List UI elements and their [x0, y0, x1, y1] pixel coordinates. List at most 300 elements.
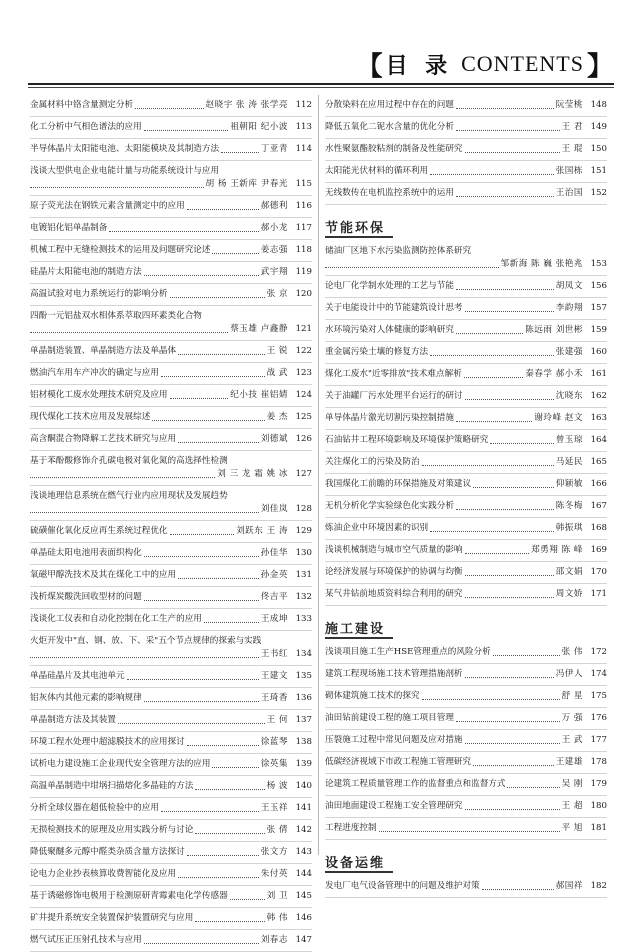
contents-list-energy: [325, 241, 607, 606]
section-title-energy: 节能环保: [325, 217, 393, 238]
entry-author: 朱付英: [260, 869, 288, 879]
entry-page: 131: [295, 570, 312, 580]
entry-title: 降低五氧化二铌水含量的优化分析: [325, 122, 454, 132]
entry-author: 战 武: [266, 368, 288, 378]
entry-title: 四酚一元铝盐双水相体系萃取四环素类化合物: [30, 311, 202, 321]
dot-leader: [422, 699, 560, 700]
column-divider: [318, 95, 319, 855]
entry-author: 刘 卫: [266, 891, 288, 901]
contents-entry[interactable]: [30, 864, 312, 886]
entry-title: 油田地面建设工程施工安全管理研究: [325, 801, 463, 811]
entry-page: 118: [295, 245, 312, 255]
entry-author: 孙佳华: [260, 548, 288, 558]
entry-byline: [30, 648, 312, 661]
entry-title: 试析电力建设施工企业现代安全管理方法的应用: [30, 759, 211, 769]
dot-leader: [170, 398, 229, 399]
entry-page: 157: [590, 303, 607, 313]
entry-title: 论电厂化学制水处理的工艺与节能: [325, 281, 454, 291]
entry-page: 171: [590, 589, 607, 599]
entry-title: 论电力企业抄表核算收费智能化及应用: [30, 869, 177, 879]
contents-entry[interactable]: [325, 496, 607, 518]
entry-title: 环境工程水处理中超滤膜技术的应用探讨: [30, 737, 185, 747]
entry-title: 油田钻前建设工程的施工项目管理: [325, 713, 454, 723]
entry-author: 张建强: [555, 347, 583, 357]
section-heading-construction: [325, 616, 607, 640]
contents-entry[interactable]: [325, 183, 607, 205]
contents-list-construction: [325, 642, 607, 840]
entry-page: 150: [590, 144, 607, 154]
entry-page: 164: [590, 435, 607, 445]
contents-entry[interactable]: [30, 798, 312, 820]
entry-title: 石油钻井工程环境影响及环境保护策略研究: [325, 435, 489, 445]
contents-entry[interactable]: [325, 686, 607, 708]
contents-entry[interactable]: [325, 95, 607, 117]
entry-author: 纪小技 崔铝婧: [230, 390, 288, 400]
dot-leader: [170, 534, 235, 535]
entry-page: 165: [590, 457, 607, 467]
contents-entry[interactable]: [325, 876, 607, 898]
entry-author: 祖朝阳 纪小波: [230, 122, 288, 132]
entry-author: 张 伟: [561, 647, 583, 657]
contents-entry[interactable]: [30, 95, 312, 117]
section-heading-equipment: [325, 850, 607, 874]
dot-leader: [212, 253, 258, 254]
contents-entry[interactable]: [30, 609, 312, 631]
entry-title: 氧磁甲醇洗技术及其在煤化工中的应用: [30, 570, 177, 580]
entry-page: 182: [590, 881, 607, 891]
entry-title: 化工分析中气相色谱法的应用: [30, 122, 142, 132]
dot-leader: [493, 655, 560, 656]
entry-author: 舒 星: [561, 691, 583, 701]
entry-page: 127: [295, 469, 312, 479]
dot-leader: [109, 231, 258, 232]
entry-page: 148: [590, 100, 607, 110]
title-english: CONTENTS: [461, 51, 584, 76]
dot-leader: [379, 831, 560, 832]
dot-leader: [430, 531, 554, 532]
entry-page: 141: [295, 803, 312, 813]
dot-leader: [195, 833, 264, 834]
entry-byline: [30, 323, 312, 336]
contents-entry[interactable]: [30, 521, 312, 543]
entry-page: 112: [295, 100, 312, 110]
entry-page: 116: [295, 201, 312, 211]
dot-leader: [204, 622, 259, 623]
entry-author: 陈冬梅: [555, 501, 583, 511]
entry-author: 王书红: [260, 649, 288, 659]
contents-title: [354, 50, 616, 81]
dot-leader: [456, 108, 554, 109]
entry-title: 单晶硅晶片及其电池单元: [30, 671, 125, 681]
contents-entry[interactable]: [30, 306, 312, 341]
contents-entry[interactable]: [325, 342, 607, 364]
dot-leader: [490, 443, 553, 444]
contents-entry[interactable]: [30, 161, 312, 196]
entry-page: 134: [295, 649, 312, 659]
entry-author: 马延民: [555, 457, 583, 467]
entry-title: 单导体晶片激光切割污染控制措施: [325, 413, 454, 423]
entry-author: 王玉祥: [260, 803, 288, 813]
entry-author: 邵文娟: [555, 567, 583, 577]
entry-page: 162: [590, 391, 607, 401]
contents-entry[interactable]: [325, 540, 607, 562]
contents-entry[interactable]: [325, 664, 607, 686]
dot-leader: [178, 354, 264, 355]
dot-leader: [465, 743, 560, 744]
entry-title: 某气井钻前地质资料综合利用的研究: [325, 589, 463, 599]
entry-author: 赵晓宇 张 涛 张学亮: [205, 100, 288, 110]
entry-title: 硫磺催化氧化反应再生系统过程优化: [30, 526, 168, 536]
contents-left-column: [30, 95, 312, 952]
entry-author: 刘德斌: [260, 434, 288, 444]
dot-leader: [465, 677, 554, 678]
entry-title: 论经济发展与环境保护的协调与均衡: [325, 567, 463, 577]
dot-leader: [187, 745, 259, 746]
contents-entry[interactable]: [30, 886, 312, 908]
entry-page: 130: [295, 548, 312, 558]
contents-entry[interactable]: [30, 196, 312, 218]
entry-page: 125: [295, 412, 312, 422]
dot-leader: [482, 889, 554, 890]
contents-entry[interactable]: [30, 117, 312, 139]
entry-author: 刘春志: [260, 935, 288, 945]
entry-title: 我国煤化工前瞻的环保措施及对策建议: [325, 479, 472, 489]
entry-author: 王 锐: [266, 346, 288, 356]
entry-author: 张 倩: [266, 825, 288, 835]
entry-title: 浅谈地理信息系统在燃气行业内应用现状及发展趋势: [30, 491, 228, 501]
entry-author: 邹新海 陈 巍 张艳兆: [500, 259, 583, 269]
entry-page: 147: [295, 935, 312, 945]
entry-page: 161: [590, 369, 607, 379]
entry-byline: [30, 178, 312, 191]
entry-author: 韩 伟: [266, 913, 288, 923]
entry-page: 120: [295, 289, 312, 299]
contents-entry[interactable]: [325, 584, 607, 606]
contents-entry[interactable]: [30, 240, 312, 262]
contents-entry[interactable]: [30, 341, 312, 363]
entry-title: 现代煤化工技术应用及发展综述: [30, 412, 151, 422]
contents-entry[interactable]: [30, 820, 312, 842]
entry-page: 166: [590, 479, 607, 489]
dot-leader: [178, 877, 259, 878]
entry-title: 建筑工程现场施工技术管理措施剖析: [325, 669, 463, 679]
entry-page: 177: [590, 735, 607, 745]
entry-title: 发电厂电气设备管理中的问题及维护对策: [325, 881, 480, 891]
contents-entry[interactable]: [30, 666, 312, 688]
entry-author: 王琦香: [260, 693, 288, 703]
entry-author: 徐英集: [260, 759, 288, 769]
entry-author: 王 武: [561, 735, 583, 745]
entry-title: 分析全球仪器在超低检验中的应用: [30, 803, 159, 813]
dot-leader: [30, 332, 228, 333]
entry-page: 159: [590, 325, 607, 335]
entry-title: 浅谈机械制造与城市空气质量的影响: [325, 545, 463, 555]
contents-entry[interactable]: [325, 161, 607, 183]
entry-page: 175: [590, 691, 607, 701]
entry-author: 曾玉琼: [555, 435, 583, 445]
entry-page: 128: [295, 504, 312, 514]
dot-leader: [127, 679, 259, 680]
dot-leader: [187, 209, 259, 210]
contents-entry[interactable]: [30, 776, 312, 798]
entry-page: 144: [295, 869, 312, 879]
entry-title: 半导体晶片太阳能电池、太阳能模块及其制造方法: [30, 144, 220, 154]
entry-title: 基于诱磁修饰电极用于检测原研青霉素电化学传感器: [30, 891, 228, 901]
dot-leader: [465, 152, 560, 153]
entry-title: 铝材模化工废水处理技术研究及应用: [30, 390, 168, 400]
dot-leader: [195, 789, 264, 790]
entry-title: 关注煤化工的污染及防治: [325, 457, 420, 467]
title-chinese: 目 录: [385, 52, 454, 78]
contents-entry[interactable]: [30, 407, 312, 429]
entry-page: 142: [295, 825, 312, 835]
contents-entry[interactable]: [325, 562, 607, 584]
entry-title: 浅析煤炭酸洗回收型材的问题: [30, 592, 142, 602]
entry-title: 金属材料中铬含量测定分析: [30, 100, 134, 110]
entry-title: 关于电能设计中的节能建筑设计思考: [325, 303, 463, 313]
dot-leader: [473, 765, 554, 766]
dot-leader: [456, 721, 560, 722]
entry-title: 炼油企业中环境因素的识别: [325, 523, 429, 533]
entry-page: 163: [590, 413, 607, 423]
dot-leader: [465, 311, 554, 312]
entry-byline: [325, 258, 607, 271]
contents-entry[interactable]: [30, 284, 312, 306]
contents-entry[interactable]: [325, 796, 607, 818]
entry-page: 167: [590, 501, 607, 511]
dot-leader: [30, 187, 204, 188]
entry-title: 砌体建筑施工技术的探究: [325, 691, 420, 701]
contents-entry[interactable]: [325, 298, 607, 320]
entry-title: 分散染料在应用过程中存在的问题: [325, 100, 454, 110]
section-title-construction: 施工建设: [325, 618, 393, 639]
entry-author: 张国栋: [555, 166, 583, 176]
entry-page: 136: [295, 693, 312, 703]
header-rule-thin: [28, 87, 614, 88]
contents-entry[interactable]: [30, 631, 312, 666]
section-heading-energy: [325, 215, 607, 239]
contents-entry[interactable]: [325, 386, 607, 408]
contents-entry[interactable]: [30, 486, 312, 521]
entry-author: 姜 杰: [266, 412, 288, 422]
entry-author: 王 何: [266, 715, 288, 725]
contents-entry[interactable]: [30, 754, 312, 776]
contents-list-top: [325, 95, 607, 205]
entry-title: 铝灰体内其他元素的影响规律: [30, 693, 142, 703]
contents-entry[interactable]: [325, 818, 607, 840]
entry-author: 平 旭: [561, 823, 583, 833]
contents-entry[interactable]: [30, 908, 312, 930]
entry-page: 146: [295, 913, 312, 923]
contents-entry[interactable]: [325, 241, 607, 276]
entry-byline: [30, 503, 312, 516]
contents-entry[interactable]: [30, 732, 312, 754]
contents-entry[interactable]: [30, 543, 312, 565]
entry-page: 152: [590, 188, 607, 198]
entry-title: 基于苯酚酸修饰介孔碳电极对氧化氮的高选择性检测: [30, 456, 228, 466]
entry-byline: [30, 468, 312, 481]
entry-author: 仰颖敏: [555, 479, 583, 489]
contents-entry[interactable]: [30, 710, 312, 732]
dot-leader: [212, 767, 258, 768]
dot-leader: [161, 811, 259, 812]
entry-page: 137: [295, 715, 312, 725]
entry-title: 原子荧光法在钢铁元素含量测定中的应用: [30, 201, 185, 211]
entry-author: 张文方: [260, 847, 288, 857]
contents-entry[interactable]: [325, 320, 607, 342]
entry-page: 168: [590, 523, 607, 533]
entry-page: 140: [295, 781, 312, 791]
dot-leader: [456, 289, 554, 290]
dot-leader: [30, 657, 259, 658]
contents-entry[interactable]: [325, 708, 607, 730]
dot-leader: [118, 723, 265, 724]
contents-entry[interactable]: [325, 117, 607, 139]
entry-page: 117: [295, 223, 312, 233]
entry-author: 冯伊人: [555, 669, 583, 679]
contents-entry[interactable]: [325, 774, 607, 796]
contents-entry[interactable]: [30, 429, 312, 451]
contents-entry[interactable]: [325, 364, 607, 386]
dot-leader: [144, 275, 259, 276]
entry-author: 武宇翔: [260, 267, 288, 277]
entry-title: 无线数传在电机监控系统中的运用: [325, 188, 454, 198]
dot-leader: [30, 512, 259, 513]
contents-entry[interactable]: [30, 385, 312, 407]
entry-page: 135: [295, 671, 312, 681]
entry-title: 浅谈项目施工生产HSE管理重点的风险分析: [325, 647, 491, 657]
dot-leader: [144, 556, 259, 557]
dot-leader: [430, 174, 554, 175]
dot-leader: [430, 355, 554, 356]
contents-entry[interactable]: [30, 842, 312, 864]
entry-page: 149: [590, 122, 607, 132]
entry-author: 沈晓东: [555, 391, 583, 401]
entry-page: 156: [590, 281, 607, 291]
contents-entry[interactable]: [30, 587, 312, 609]
dot-leader: [170, 297, 265, 298]
contents-entry[interactable]: [325, 730, 607, 752]
entry-title: 单晶制造方法及其装置: [30, 715, 116, 725]
dot-leader: [178, 442, 259, 443]
entry-author: 韩振琪: [555, 523, 583, 533]
entry-author: 丁亚青: [260, 144, 288, 154]
entry-author: 周文娇: [555, 589, 583, 599]
dot-leader: [465, 575, 554, 576]
entry-author: 郝小龙: [260, 223, 288, 233]
entry-title: 压裂施工过程中常见问题及应对措施: [325, 735, 463, 745]
contents-entry[interactable]: [30, 218, 312, 240]
contents-entry[interactable]: [325, 276, 607, 298]
contents-entry[interactable]: [30, 139, 312, 161]
entry-author: 佟吉平: [260, 592, 288, 602]
entry-author: 郑勇翔 陈 峰: [531, 545, 583, 555]
dot-leader: [144, 130, 228, 131]
dot-leader: [325, 267, 499, 268]
entry-author: 姜志强: [260, 245, 288, 255]
contents-entry[interactable]: [325, 139, 607, 161]
entry-author: 胡 杨 王新库 尹春光: [205, 179, 288, 189]
entry-page: 174: [590, 669, 607, 679]
contents-entry[interactable]: [30, 565, 312, 587]
contents-entry[interactable]: [30, 688, 312, 710]
entry-author: 张 京: [266, 289, 288, 299]
entry-title: 单晶硅太阳电池用表面织构化: [30, 548, 142, 558]
entry-page: 123: [295, 368, 312, 378]
contents-entry[interactable]: [325, 452, 607, 474]
entry-page: 151: [590, 166, 607, 176]
entry-author: 李韵翔: [555, 303, 583, 313]
dot-leader: [456, 196, 554, 197]
entry-title: 高温单晶制造中坩埚扫描熔化多晶硅的方法: [30, 781, 194, 791]
dot-leader: [456, 421, 532, 422]
entry-author: 王建文: [260, 671, 288, 681]
entry-author: 徐蓝琴: [260, 737, 288, 747]
contents-entry[interactable]: [325, 408, 607, 430]
entry-page: 121: [295, 324, 312, 334]
contents-entry[interactable]: [325, 430, 607, 452]
entry-title: 水环境污染对人体健康的影响研究: [325, 325, 454, 335]
dot-leader: [187, 855, 259, 856]
entry-page: 170: [590, 567, 607, 577]
entry-page: 181: [590, 823, 607, 833]
entry-author: 郝德利: [260, 201, 288, 211]
entry-page: 180: [590, 801, 607, 811]
entry-title: 降低聚醚多元醇中醛类杂质含量方法探讨: [30, 847, 185, 857]
dot-leader: [456, 509, 554, 510]
entry-title: 机械工程中无缝检测技术的运用及问题研究论述: [30, 245, 211, 255]
dot-leader: [161, 376, 265, 377]
contents-entry[interactable]: [325, 752, 607, 774]
entry-page: 153: [590, 259, 607, 269]
contents-entry[interactable]: [325, 642, 607, 664]
dot-leader: [465, 597, 554, 598]
entry-title: 论建筑工程质量管理工作的监督重点和监督方式: [325, 779, 506, 789]
dot-leader: [465, 553, 530, 554]
entry-title: 储油厂区地下水污染监测防控体系研究: [325, 246, 472, 256]
entry-title: 燃气试压正压射孔技术与应用: [30, 935, 142, 945]
entry-author: 谢玲峰 赵文: [534, 413, 583, 423]
entry-title: 工程进度控制: [325, 823, 377, 833]
contents-entry[interactable]: [30, 930, 312, 952]
entry-page: 122: [295, 346, 312, 356]
contents-entry[interactable]: [30, 451, 312, 486]
entry-page: 115: [295, 179, 312, 189]
entry-title: 重金属污染土壤的修复方法: [325, 347, 429, 357]
dot-leader: [144, 600, 259, 601]
contents-entry[interactable]: [30, 262, 312, 284]
entry-author: 秦春学 郝小禾: [525, 369, 583, 379]
dot-leader: [221, 152, 259, 153]
bracket-close: 】: [586, 51, 613, 81]
contents-entry[interactable]: [30, 363, 312, 385]
entry-title: 浅谈化工仪表和自动化控制在化工生产的应用: [30, 614, 202, 624]
dot-leader: [152, 420, 264, 421]
contents-entry[interactable]: [325, 518, 607, 540]
entry-author: 王 超: [561, 801, 583, 811]
entry-page: 129: [295, 526, 312, 536]
contents-entry[interactable]: [325, 474, 607, 496]
entry-page: 169: [590, 545, 607, 555]
entry-author: 胡凤文: [555, 281, 583, 291]
entry-page: 160: [590, 347, 607, 357]
entry-page: 138: [295, 737, 312, 747]
entry-page: 126: [295, 434, 312, 444]
entry-author: 万 强: [561, 713, 583, 723]
dot-leader: [465, 809, 560, 810]
entry-page: 114: [295, 144, 312, 154]
entry-title: 关于油罐厂污水处理平台运行的研讨: [325, 391, 463, 401]
